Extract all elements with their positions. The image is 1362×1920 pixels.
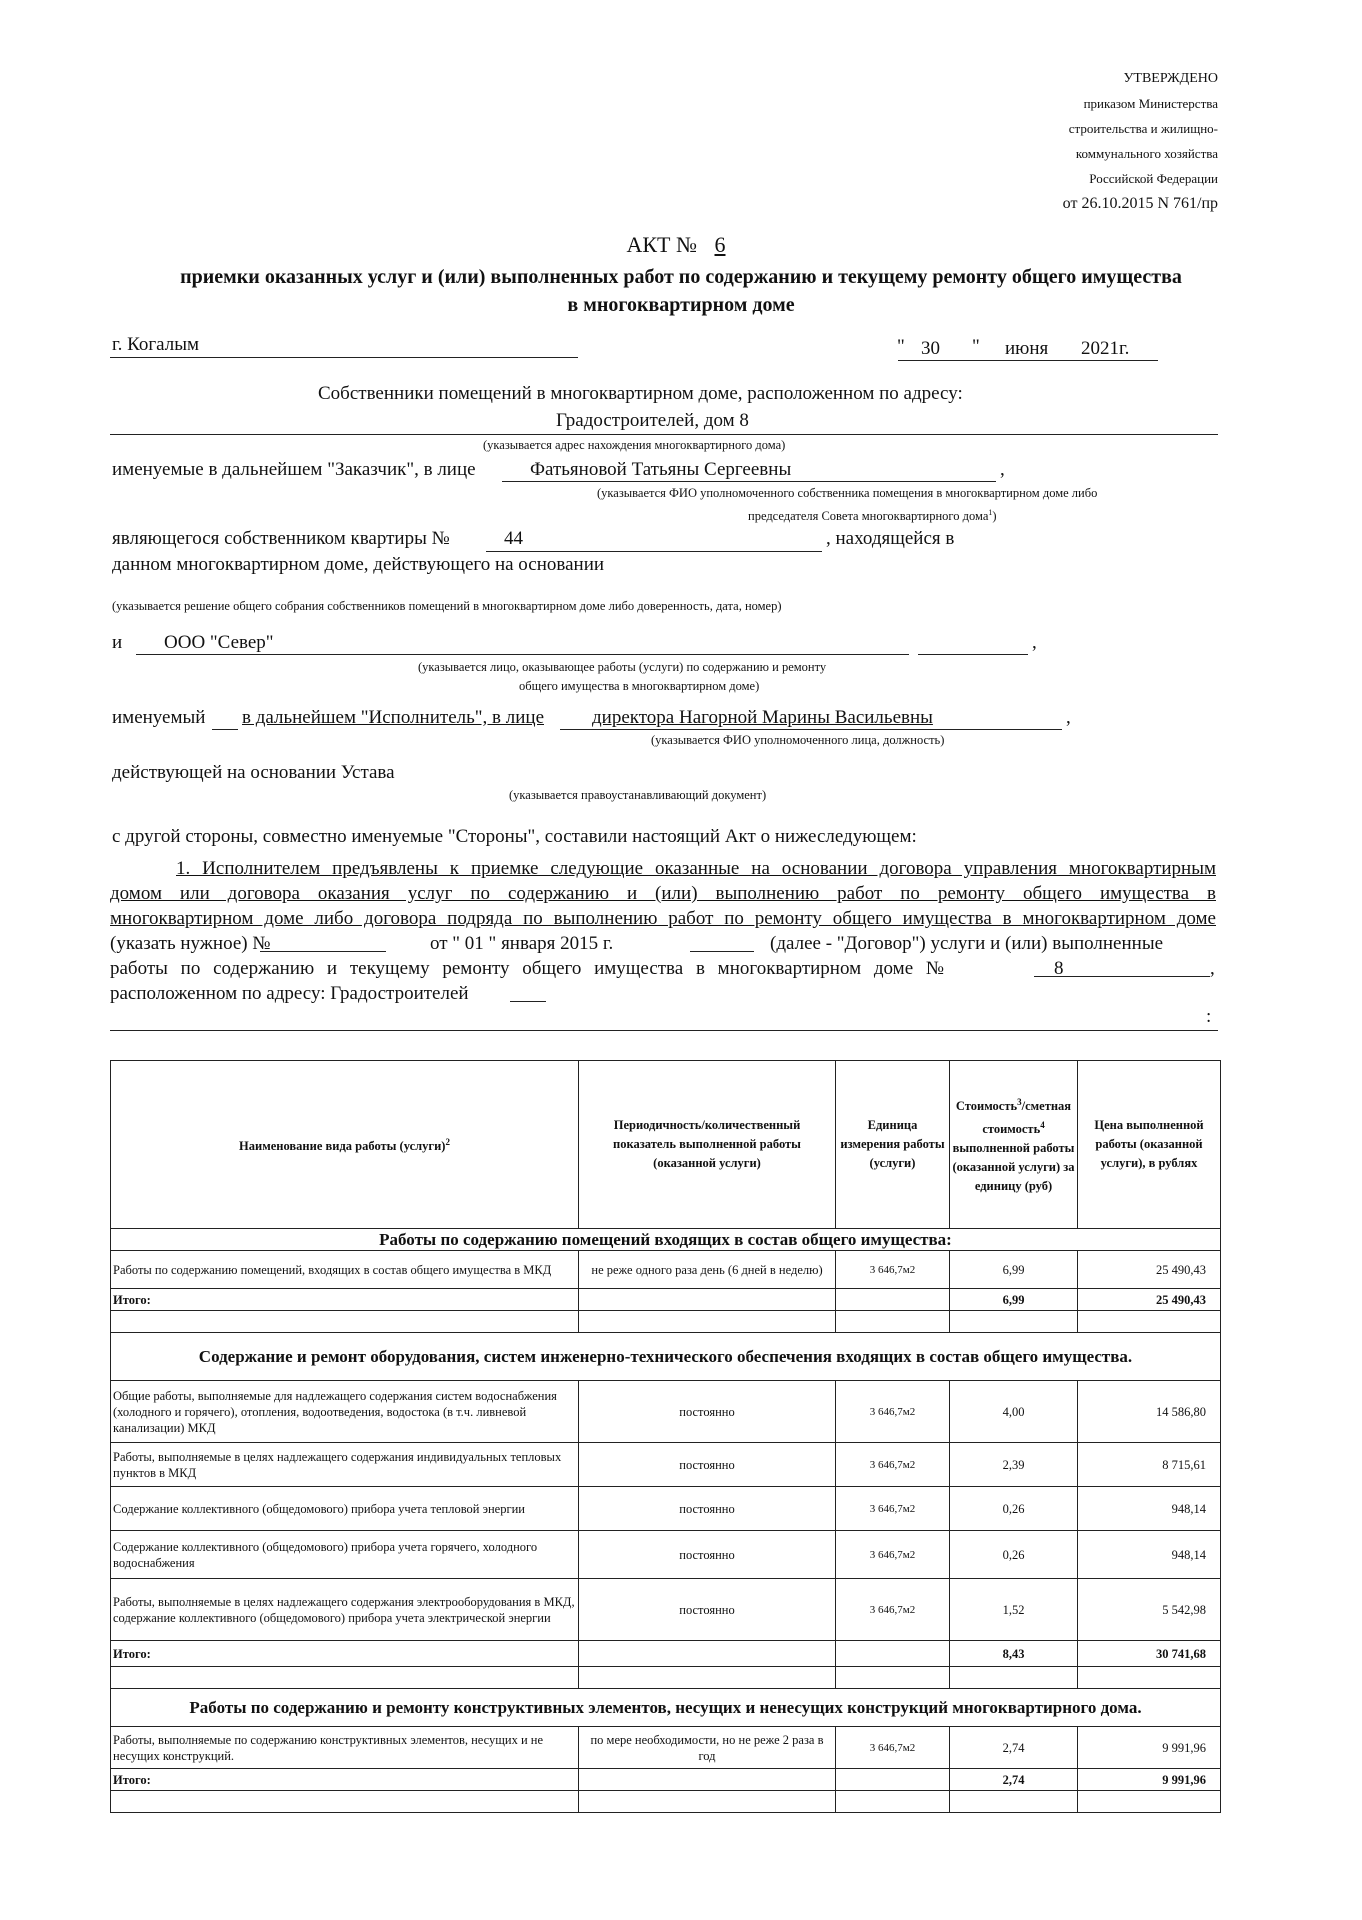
table-row (111, 1531, 1221, 1579)
header-name: Наименование вида работы (услуги)$^2$ (111, 1061, 579, 1229)
total-label: Итого: (111, 1769, 579, 1791)
cell-unit: 3 646,7м2 (836, 1487, 950, 1531)
cell-unit: 3 646,7м2 (836, 1251, 950, 1289)
cell-name: Работы, выполняемые в целях надлежащего содержания электрооборудования в МКД, содержание коллективного (общедомового) прибора учета электрической энергии (111, 1579, 579, 1641)
customer-comma: , (1000, 459, 1005, 480)
apartment-suffix: , находящейся в (826, 528, 955, 549)
cell-name: Работы, выполняемые по содержанию конструктивных элементов, несущих и не несущих конструкций. (111, 1727, 579, 1769)
section-title: Работы по содержанию помещений входящих в состав общего имущества: (111, 1229, 1221, 1251)
cell-period: не реже одного раза день (6 дней в неделю) (579, 1251, 836, 1289)
approval-block (1000, 66, 1218, 216)
clause-line: (указать нужное) № от " 01 " января 2015 г. (далее - "Договор") услуги и (или) выполненные (110, 933, 1164, 954)
contractor-name: ООО "Север" (164, 632, 274, 653)
clause-line: многоквартирном доме либо договора подряда по выполнению работ по ремонту общего имущества в многоквартирном доме (110, 908, 1216, 929)
table-row (111, 1487, 1221, 1531)
table-row (111, 1443, 1221, 1487)
cell-period: постоянно (579, 1579, 836, 1641)
clause-1 (110, 856, 1216, 1006)
total-row (111, 1641, 1221, 1667)
services-table (110, 1060, 1221, 1813)
date-quote: " (897, 336, 905, 357)
cell-unit: 3 646,7м2 (836, 1579, 950, 1641)
header-cost: Стоимость$^3$/сметная стоимость$^4$ выполненной работы (оказанной услуги) за единицу (руб) (950, 1061, 1078, 1229)
cell-name: Работы, выполняемые в целях надлежащего содержания индивидуальных тепловых пунктов в МКД (111, 1443, 579, 1487)
total-cost: 8,43 (950, 1641, 1078, 1667)
total-label: Итого: (111, 1289, 579, 1311)
city: г. Когалым (112, 334, 200, 355)
header-price: Цена выполненной работы (оказанной услуги), в рублях (1078, 1061, 1221, 1229)
clause-line: домом или договора оказания услуг по содержанию и (или) выполнению работ по ремонту общего имущества в (110, 883, 1216, 904)
cell-cost: 6,99 (950, 1251, 1078, 1289)
cell-cost: 2,39 (950, 1443, 1078, 1487)
clause-colon: : (1206, 1006, 1212, 1027)
cell-unit: 3 646,7м2 (836, 1381, 950, 1443)
act-number: 6 (714, 232, 726, 257)
cell-period: постоянно (579, 1487, 836, 1531)
table-row (111, 1381, 1221, 1443)
cell-unit: 3 646,7м2 (836, 1531, 950, 1579)
cell-unit: 3 646,7м2 (836, 1727, 950, 1769)
owners-intro: Собственники помещений в многоквартирном доме, расположенном по адресу: (318, 383, 963, 404)
cell-period: постоянно (579, 1443, 836, 1487)
total-price: 30 741,68 (1078, 1641, 1221, 1667)
customer-prefix: именуемые в дальнейшем "Заказчик", в лице (112, 459, 476, 480)
cell-price: 14 586,80 (1078, 1381, 1221, 1443)
acting-hint: (указывается правоустанавливающий документ) (509, 788, 767, 802)
address-hint: (указывается адрес нахождения многоквартирного дома) (483, 438, 786, 452)
section-title: Работы по содержанию и ремонту конструктивных элементов, несущих и ненесущих конструкций многоквартирного дома. (111, 1689, 1221, 1727)
cell-price: 8 715,61 (1078, 1443, 1221, 1487)
table-header-row (111, 1061, 1221, 1229)
total-label: Итого: (111, 1641, 579, 1667)
basis-hint: (указывается решение общего собрания собственников помещений в многоквартирном доме либо доверенность, дата, номер) (112, 599, 782, 613)
approval-line: УТВЕРЖДЕНО (1123, 71, 1218, 86)
customer-hint-2: председателя Совета многоквартирного дома$^1$) (748, 508, 997, 524)
customer-name: Фатьяновой Татьяны Сергеевны (530, 459, 792, 480)
section-title: Содержание и ремонт оборудования, систем инженерно-технического обеспечения входящих в состав общего имущества. (111, 1333, 1221, 1381)
approval-line: Российской Федерации (1089, 171, 1218, 186)
cell-price: 9 991,96 (1078, 1727, 1221, 1769)
cell-period: по мере необходимости, но не реже 2 раза в год (579, 1727, 836, 1769)
total-price: 9 991,96 (1078, 1769, 1221, 1791)
empty-row (111, 1791, 1221, 1813)
contractor-hint-2: общего имущества в многоквартирном доме) (519, 679, 760, 693)
contractor-and: и (112, 632, 123, 653)
act-title (0, 232, 1362, 258)
cell-price: 948,14 (1078, 1531, 1221, 1579)
apartment-number: 44 (504, 528, 523, 549)
table-row (111, 1579, 1221, 1641)
total-row (111, 1289, 1221, 1311)
customer-hint: (указывается ФИО уполномоченного собственника помещения в многоквартирном доме либо (597, 486, 1098, 500)
basis-line: данном многоквартирном доме, действующего на основании (112, 554, 605, 575)
parties-text: с другой стороны, совместно именуемые "Стороны", составили настоящий Акт о нижеследующем: (112, 826, 917, 847)
section-row (111, 1689, 1221, 1727)
named-mid: в дальнейшем "Исполнитель", в лице (242, 707, 544, 728)
cell-period: постоянно (579, 1531, 836, 1579)
cell-cost: 1,52 (950, 1579, 1078, 1641)
approval-line: строительства и жилищно- (1068, 121, 1218, 136)
approval-line: коммунального хозяйства (1075, 146, 1218, 161)
act-subtitle: приемки оказанных услуг и (или) выполненных работ по содержанию и текущему ремонту общего имущества (180, 266, 1182, 288)
date-day: 30 (921, 338, 940, 359)
cell-cost: 2,74 (950, 1727, 1078, 1769)
contractor-hint: (указывается лицо, оказывающее работы (услуги) по содержанию и ремонту (418, 660, 827, 674)
clause-line: 1. Исполнителем предъявлены к приемке следующие оказанные на основании договора управления многоквартирным (176, 858, 1216, 879)
clause-line: расположенном по адресу: Градостроителей (110, 981, 1216, 1006)
section-row (111, 1229, 1221, 1251)
clause-line: работы по содержанию и текущему ремонту общего имущества в многоквартирном доме № 8 , (110, 958, 1215, 979)
cell-unit: 3 646,7м2 (836, 1443, 950, 1487)
cell-cost: 4,00 (950, 1381, 1078, 1443)
date-month: июня (1005, 338, 1049, 359)
cell-name: Работы по содержанию помещений, входящих в состав общего имущества в МКД (111, 1251, 579, 1289)
cell-period: постоянно (579, 1381, 836, 1443)
approval-line: приказом Министерства (1083, 96, 1218, 111)
apartment-prefix: являющегося собственником квартиры № (112, 528, 450, 549)
table-row (111, 1727, 1221, 1769)
cell-price: 948,14 (1078, 1487, 1221, 1531)
header-unit: Единица измерения работы (услуги) (836, 1061, 950, 1229)
total-cost: 6,99 (950, 1289, 1078, 1311)
acting-basis: действующей на основании Устава (112, 762, 395, 783)
total-price: 25 490,43 (1078, 1289, 1221, 1311)
cell-name: Содержание коллективного (общедомового) прибора учета горячего, холодного водоснабжения (111, 1531, 579, 1579)
header-period: Периодичность/количественный показатель выполненной работы (оказанной услуги) (579, 1061, 836, 1229)
approval-line: от 26.10.2015 N 761/пр (1062, 195, 1218, 212)
cell-price: 5 542,98 (1078, 1579, 1221, 1641)
owners-address: Градостроителей, дом 8 (556, 410, 749, 431)
empty-row (111, 1311, 1221, 1333)
total-cost: 2,74 (950, 1769, 1078, 1791)
section-row (111, 1333, 1221, 1381)
director-hint: (указывается ФИО уполномоченного лица, должность) (651, 733, 945, 747)
director-name: директора Нагорной Марины Васильевны (592, 707, 933, 728)
act-subtitle-2: в многоквартирном доме (567, 294, 795, 316)
act-title-label: АКТ № (626, 232, 697, 257)
cell-cost: 0,26 (950, 1487, 1078, 1531)
date-quote: " (972, 336, 980, 357)
total-row (111, 1769, 1221, 1791)
named-prefix: именуемый (112, 707, 206, 728)
date-year: 2021г. (1081, 338, 1130, 359)
contractor-comma: , (1032, 632, 1037, 653)
cell-name: Содержание коллективного (общедомового) прибора учета тепловой энергии (111, 1487, 579, 1531)
cell-name: Общие работы, выполняемые для надлежащего содержания систем водоснабжения (холодного и горячего), отопления, водоотведения, водостока (в т.ч. ливневой канализации) МКД (111, 1381, 579, 1443)
empty-row (111, 1667, 1221, 1689)
table-row (111, 1251, 1221, 1289)
director-comma: , (1066, 707, 1071, 728)
cell-price: 25 490,43 (1078, 1251, 1221, 1289)
cell-cost: 0,26 (950, 1531, 1078, 1579)
